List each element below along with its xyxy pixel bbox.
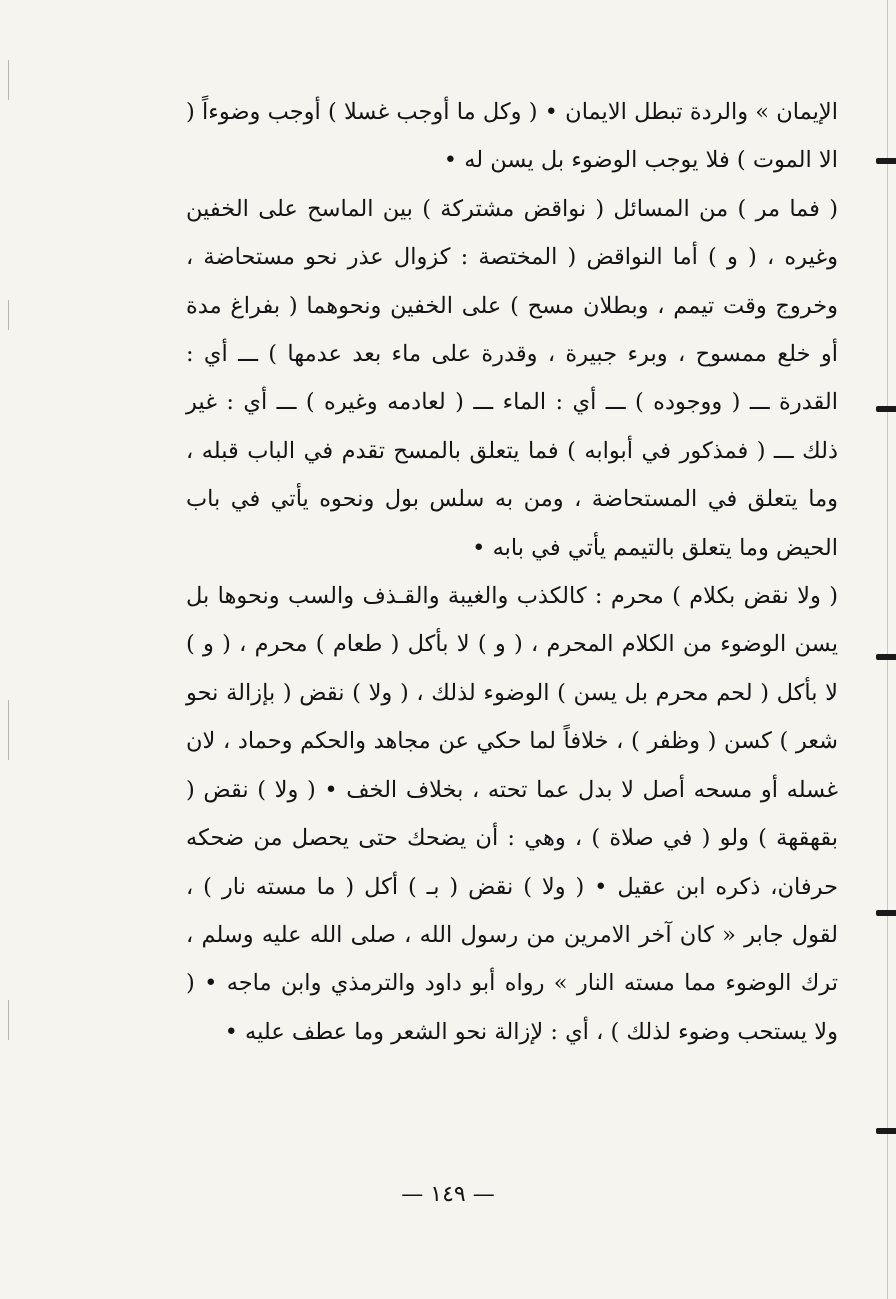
edge-mark [876,158,896,164]
edge-mark [876,654,896,660]
scan-margin-line [8,300,9,330]
edge-mark [876,910,896,916]
scan-margin-line [8,60,9,100]
scan-margin-line [8,1000,9,1040]
scan-edge-line [887,0,888,1299]
paragraph-1: الإيمان » والردة تبطل الايمان • ( وكل ما أوجب غسلا ) أوجب وضوءاً ( الا الموت ) فلا يوجب الوضوء بل يسن له • [186,99,838,174]
page-number: — ١٤٩ — [401,1182,495,1207]
body-text [186,88,838,1056]
scan-margin-line [8,700,9,760]
edge-mark [876,406,896,412]
paragraph-3: ( ولا نقض بكلام ) محرم : كالكذب والغيبة والقـذف والسب ونحوها بل يسن الوضوء من الكلام المحرم ، ( و ) لا بأكل ( طعام ) محرم ، ( و ) لا بأكل ( لحم محرم بل يسن ) الوضوء لذلك ، ( ولا ) نقض ( بإزالة نحو شعر ) كسن ( وظفر ) ، خلافاً لما حكي عن مجاهد والحكم وحماد ، لان غسله أو مسحه أصل لا بدل عما تحته ، بخلاف الخف • ( ولا ) نقض ( بقهقهة ) ولو ( في صلاة ) ، وهي : أن يضحك حتى يحصل من ضحكه حرفان، ذكره ابن عقيل • ( ولا ) نقض ( بـ ) أكل ( ما مسته نار ) ، لقول جابر « كان آخر الامرين من رسول الله ، صلى الله عليه وسلم ، ترك الوضوء مما مسته النار » رواه أبو داود والترمذي وابن ماجه • ( ولا يستحب وضوء لذلك ) ، أي : لإزالة نحو الشعر وما عطف عليه • [186,583,838,1045]
edge-mark [876,1128,896,1134]
paragraph-2: ( فما مر ) من المسائل ( نواقض مشتركة ) بين الماسح على الخفين وغيره ، ( و ) أما النواقض ( المختصة : كزوال عذر نحو مستحاضة ، وخروج وقت تيمم ، وبطلان مسح ) على الخفين ونحوهما ( بفراغ مدة أو خلع ممسوح ، وبرء جبيرة ، وقدرة على ماء بعد عدمها ) ـــ أي : القدرة ـــ ( ووجوده ) ـــ أي : الماء ـــ ( لعادمه وغيره ) ـــ أي : غير ذلك ـــ ( فمذكور في أبوابه ) فما يتعلق بالمسح تقدم في الباب قبله ، وما يتعلق في المستحاضة ، ومن به سلس بول ونحوه يأتي في باب الحيض وما يتعلق بالتيمم يأتي في بابه • [186,195,839,561]
